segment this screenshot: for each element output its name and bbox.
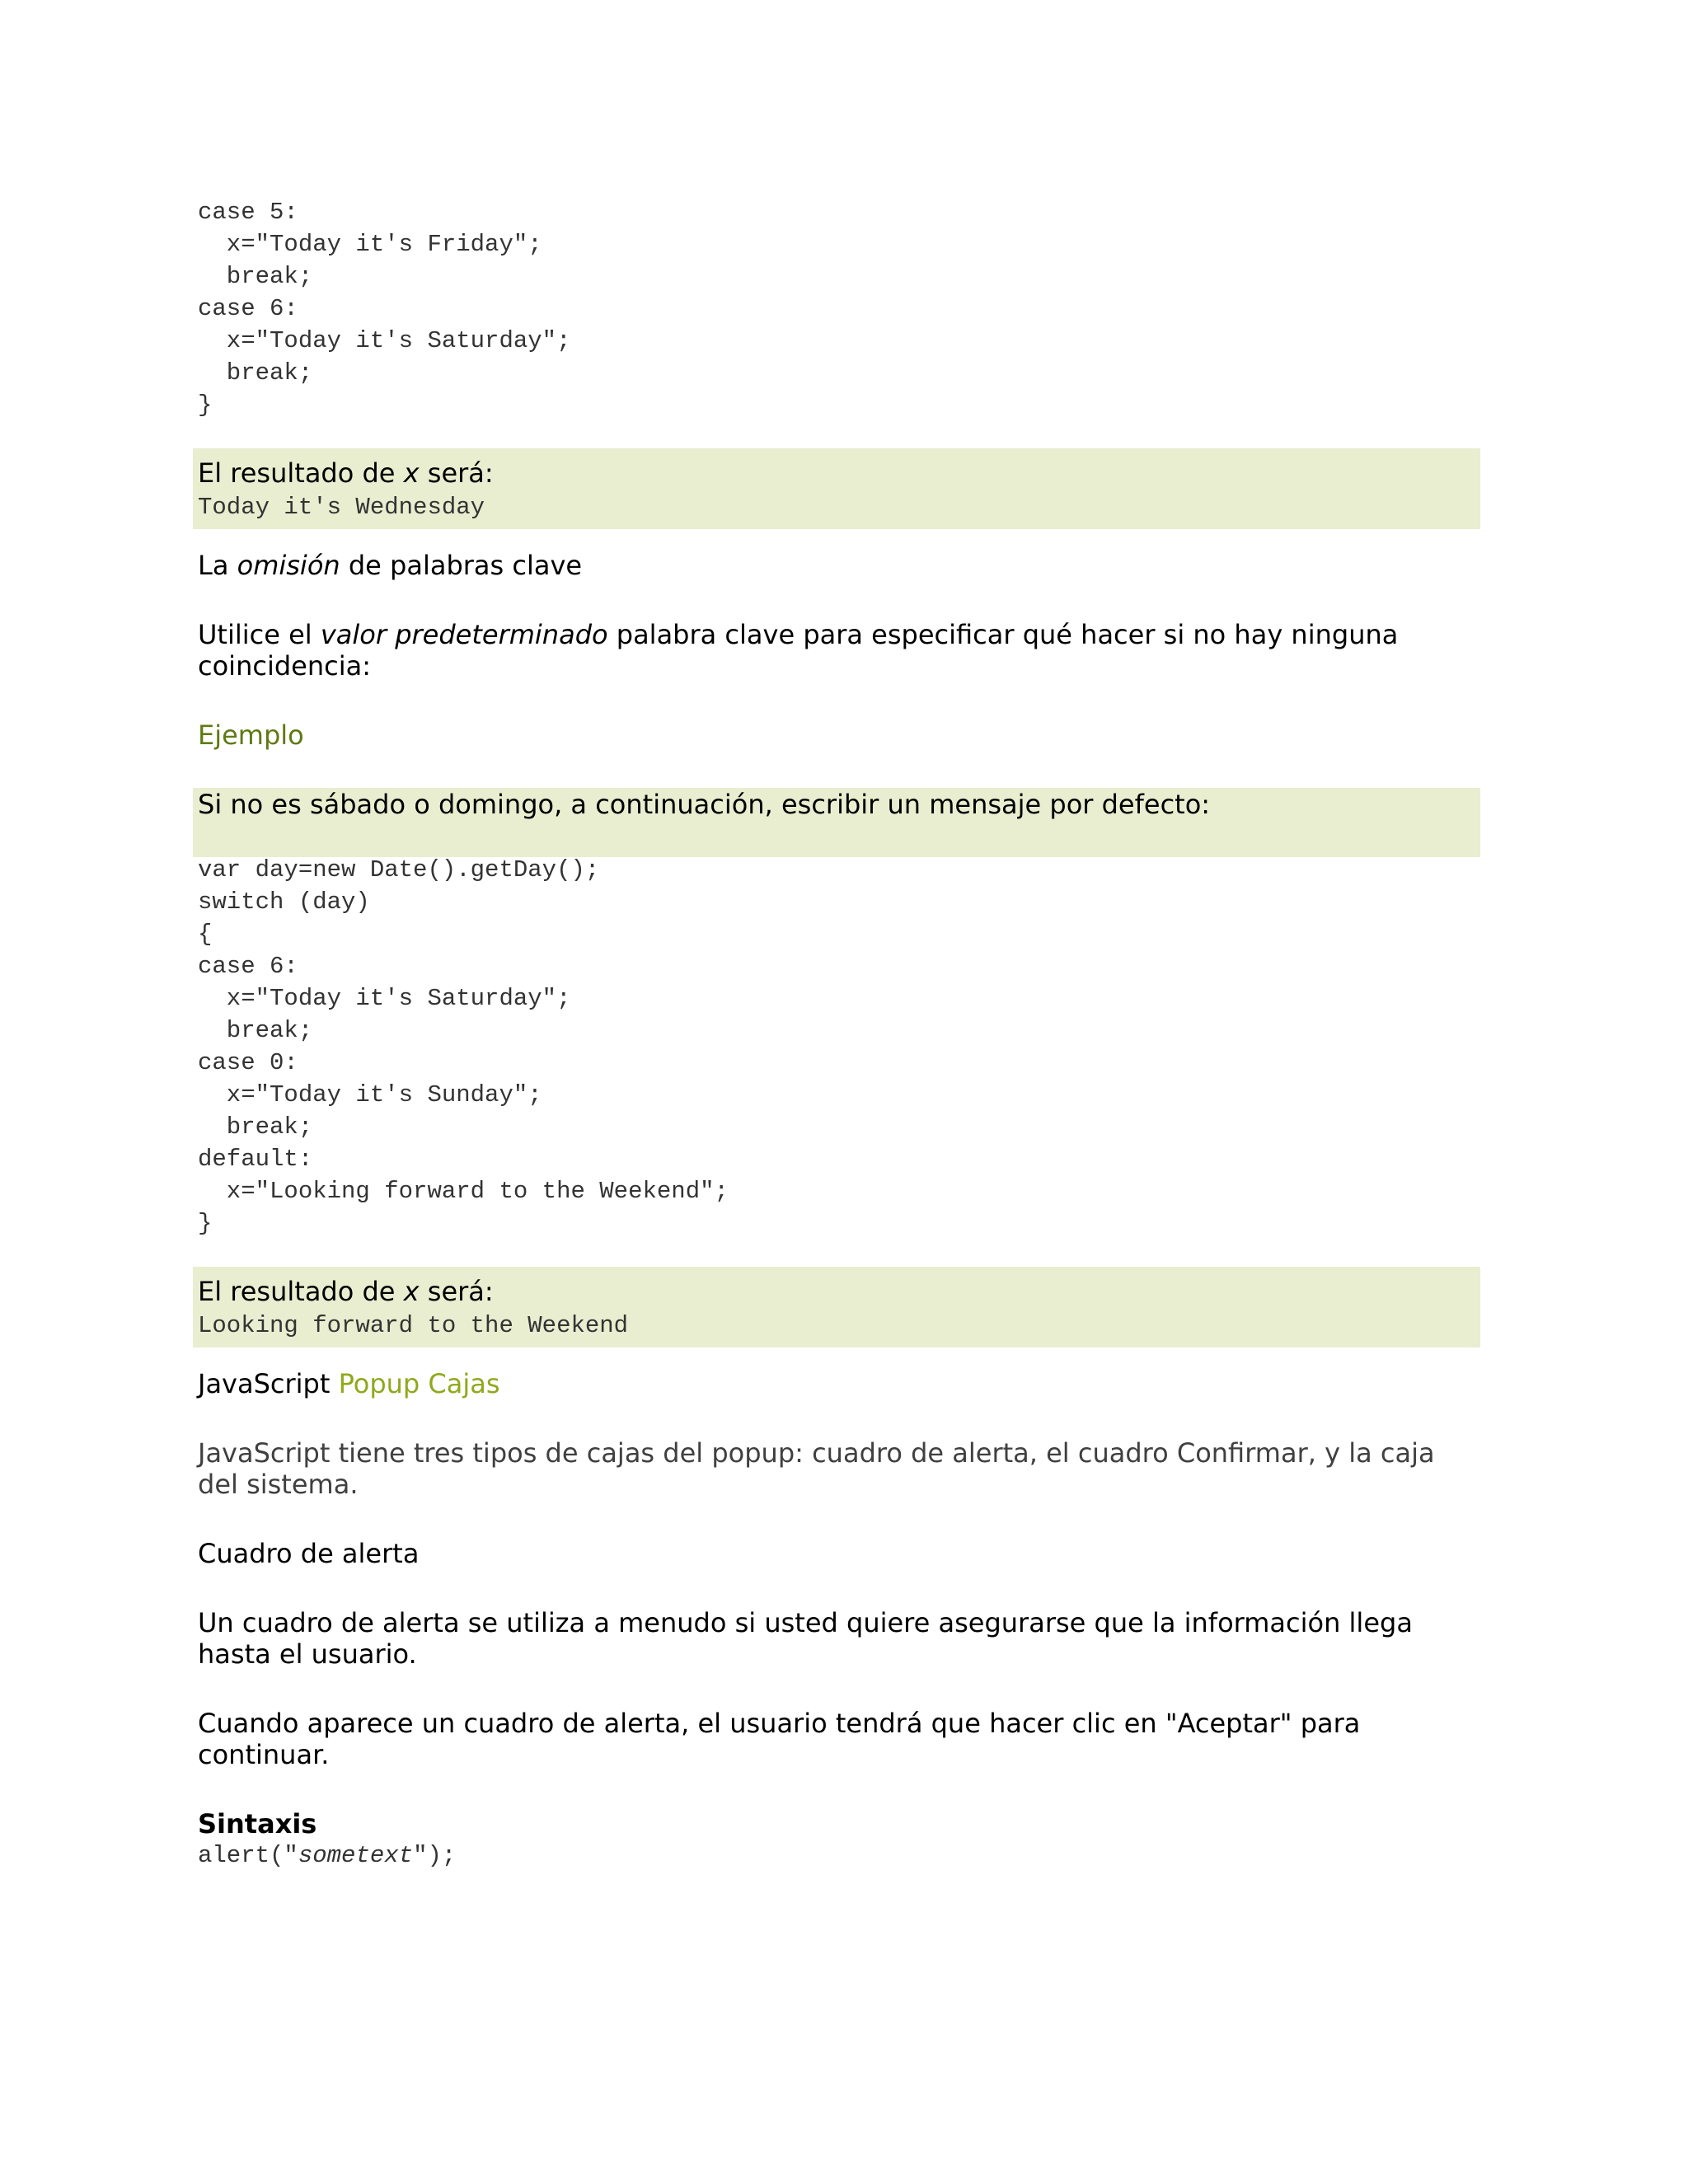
document-page (198, 196, 1484, 1872)
code-block-switch-end: case 5: x="Today it's Friday"; break; case 6: x="Today it's Saturday"; break; } (198, 199, 571, 419)
syntax-heading: Sintaxis (198, 1808, 317, 1840)
result-label-post: será: (419, 457, 494, 489)
result-variable: x (403, 1276, 420, 1307)
section-heading-default: La omisión de palabras clave (198, 550, 583, 581)
example-description-band (193, 788, 1480, 857)
example-label: Ejemplo (198, 719, 304, 751)
code-block-switch-default: var day=new Date().getDay(); switch (day) { case 6: x="Today it's Saturday"; break; case 0: x="Today it's Sunday"; break; default: x="Looking forward to the Weekend"; } (198, 856, 729, 1237)
output-text-1: Today it's Wednesday (198, 494, 485, 521)
section-heading-popup: JavaScript Popup Cajas (198, 1368, 500, 1399)
alert-description-1: Un cuadro de alerta se utiliza a menudo si usted quiere asegurarse que la información llega hasta el usuario. (198, 1607, 1413, 1670)
result-label-pre: El resultado de (198, 457, 404, 489)
alert-description-2: Cuando aparece un cuadro de alerta, el usuario tendrá que hacer clic en "Aceptar" para continuar. (198, 1708, 1361, 1770)
section-heading-alert: Cuadro de alerta (198, 1538, 420, 1569)
example-description: Si no es sábado o domingo, a continuación, escribir un mensaje por defecto: (198, 789, 1211, 820)
result-band-2: El resultado de x será: (193, 1267, 1480, 1347)
popup-boxes-link[interactable]: Popup Cajas (338, 1368, 500, 1399)
syntax-code: alert("sometext"); (198, 1842, 457, 1869)
result-variable: x (403, 457, 420, 489)
popup-description: JavaScript tiene tres tipos de cajas del popup: cuadro de alerta, el cuadro Confirmar, y la caja del sistema. (198, 1437, 1435, 1500)
default-description: Utilice el valor predeterminado palabra clave para especificar qué hacer si no hay ninguna coincidencia: (198, 619, 1399, 682)
output-text-2: Looking forward to the Weekend (198, 1312, 629, 1339)
